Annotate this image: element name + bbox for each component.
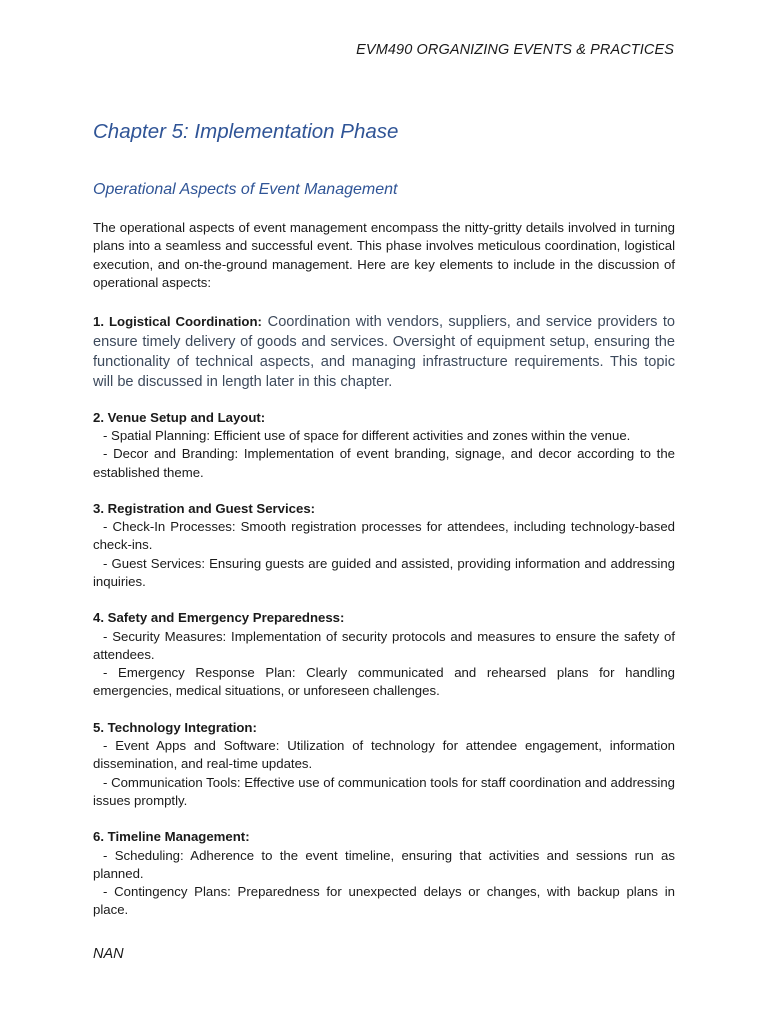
item-bullet: - Guest Services: Ensuring guests are guided and assisted, providing information and addressing inquiries.: [93, 555, 675, 589]
item-venue-setup: [93, 409, 675, 482]
item-safety: [93, 609, 675, 700]
page-footer: NAN: [93, 946, 124, 962]
item-bullet: - Security Measures: Implementation of security protocols and measures to ensure the safety of attendees.: [93, 628, 675, 662]
item-logistical-coordination: [93, 312, 675, 392]
item-heading: 4. Safety and Emergency Preparedness:: [93, 610, 345, 626]
page-header: EVM490 ORGANIZING EVENTS & PRACTICES: [356, 42, 674, 58]
item-bullet: - Decor and Branding: Implementation of event branding, signage, and decor according to the established theme.: [93, 446, 675, 480]
item-heading: 2. Venue Setup and Layout:: [93, 409, 266, 425]
item-registration: [93, 500, 675, 591]
item-technology: [93, 719, 675, 810]
page-content: [93, 120, 675, 938]
item-timeline: [93, 828, 675, 919]
item-bullet: - Communication Tools: Effective use of communication tools for staff coordination and addressing issues promptly.: [93, 774, 675, 808]
item-body: Coordination with vendors, suppliers, and service providers to ensure timely delivery of goods and services. Oversight of equipment setup, ensuring the functionality of technical aspects, and managing infrastructure requirements. This topic will be discussed in length later in this chapter.: [93, 313, 675, 390]
chapter-title: Chapter 5: Implementation Phase: [93, 120, 399, 143]
item-bullet: - Check-In Processes: Smooth registration processes for attendees, including technology-based check-ins.: [93, 519, 675, 553]
item-bullet: - Contingency Plans: Preparedness for unexpected delays or changes, with backup plans in place.: [93, 884, 675, 918]
section-title: Operational Aspects of Event Management: [93, 181, 398, 198]
item-bullet: - Spatial Planning: Efficient use of space for different activities and zones within the venue.: [103, 427, 631, 443]
intro-paragraph: The operational aspects of event management encompass the nitty-gritty details involved in turning plans into a seamless and successful event. This phase involves meticulous coordination, logistical execution, and on-the-ground management. Here are key elements to include in the discussion of operational aspects:: [93, 220, 675, 291]
item-heading: 3. Registration and Guest Services:: [93, 500, 316, 516]
item-bullet: - Scheduling: Adherence to the event timeline, ensuring that activities and sessions run as planned.: [93, 847, 675, 881]
item-bullet: - Emergency Response Plan: Clearly communicated and rehearsed plans for handling emergencies, medical situations, or unforeseen challenges.: [93, 665, 675, 699]
item-heading: 1. Logistical Coordination:: [93, 313, 262, 329]
item-heading: 5. Technology Integration:: [93, 719, 257, 735]
item-bullet: - Event Apps and Software: Utilization of technology for attendee engagement, information dissemination, and real-time updates.: [93, 738, 675, 772]
item-heading: 6. Timeline Management:: [93, 829, 250, 845]
